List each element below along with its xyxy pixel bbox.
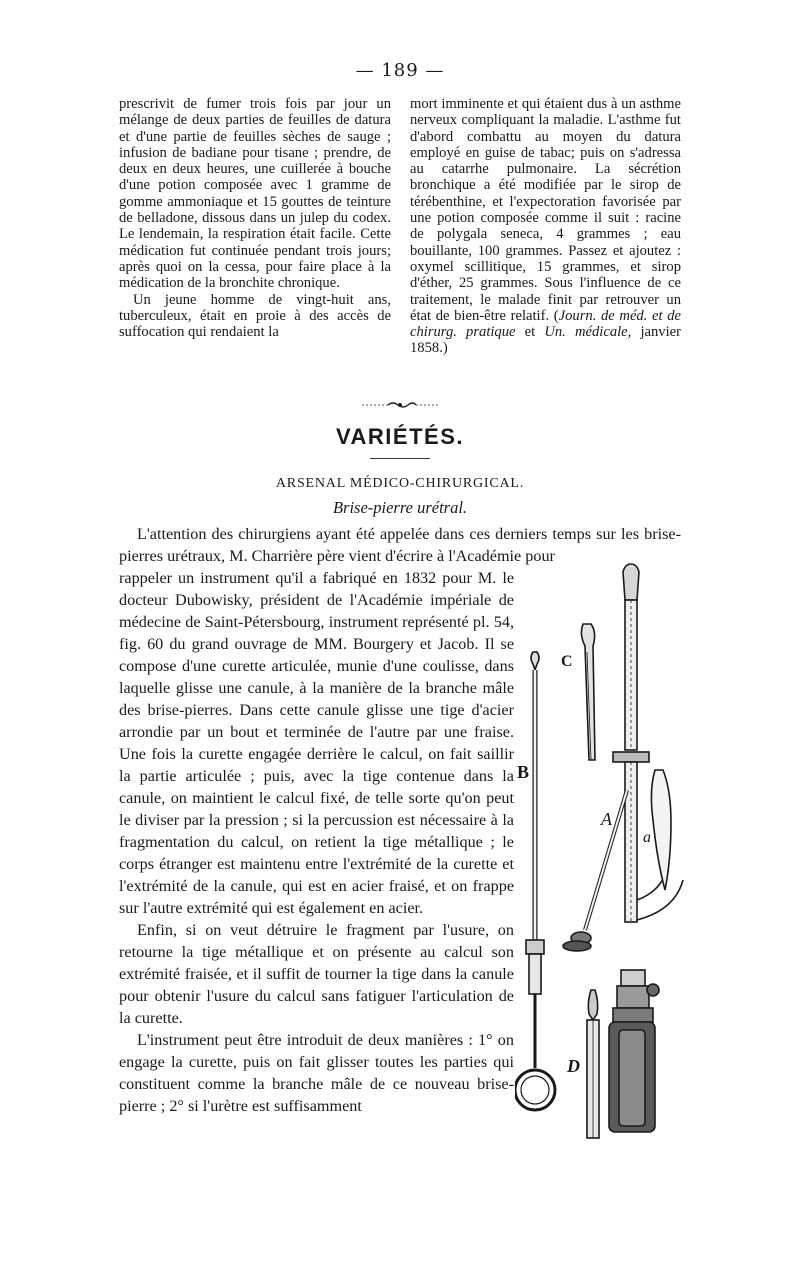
- figure-label-a-lower: a: [643, 829, 651, 846]
- left-column: [119, 96, 391, 340]
- citation-journal-2: Un. médicale,: [544, 324, 632, 341]
- instrument-a: [563, 564, 683, 1132]
- body-paragraph-2: Enfin, si on veut détruire le fragment par l'usure, on retourne la tige métallique et on présente au calcul son extrémité fraisée, et il suffit de tourner la tige dans la canule pour obtenir l'usure du calcul sans fatiguer l'articulation de la curette.: [119, 921, 514, 1027]
- instrument-d: [587, 990, 599, 1138]
- citation-date: janvier 1858.): [410, 324, 681, 357]
- section-title: VARIÉTÉS.: [335, 424, 464, 449]
- body-column: [119, 567, 514, 1117]
- right-paragraph-text: mort imminente et qui étaient dus à un asthme nerveux compliquant la maladie. L'asthme fut d'abord combattu au moyen du datura employé en guise de tabac; puis on s'adressa au catarrhe pulmonaire. La sécrétion bronchique a été modifiée par le sirop de térébenthine, et l'expectoration favorisée par une potion composée comme il suit : racine de polygala seneca, 4 grammes ; eau bouillante, 100 grammes. Passez et ajoutez : oxymel scillitique, 15 grammes, et sirop d'éther, 25 grammes. Sous l'influence de ce traitement, le malade finit par retrouver un état de bien-être relatif.: [410, 96, 681, 324]
- instrument-figure: [515, 560, 700, 1160]
- left-paragraph-2: Un jeune homme de vingt-huit ans, tuberculeux, était en proie à des accès de suffocation qui rendaient la: [119, 291, 391, 341]
- section-subhead: ARSENAL MÉDICO-CHIRURGICAL.: [275, 476, 525, 491]
- ornament-flourish-icon: [360, 400, 440, 410]
- right-paragraph: [410, 96, 681, 357]
- body-intro-paragraph: L'attention des chirurgiens ayant été appelée dans ces derniers temps sur les brise-pierres urétraux, M. Charrière père vient d'écrire à l'Académie pour: [119, 525, 681, 565]
- citation: (Journ. de méd. et de chirurg. pratique et Un. médicale, janvier 1858.): [410, 307, 681, 357]
- body-paragraph-3: L'instrument peut être introduit de deux manières : 1° on engage la curette, puis on fait glisser toutes les parties qui constituent comme la branche mâle de ce nouveau brise-pierre ; 2° si l'urètre est suffisamment: [119, 1031, 514, 1115]
- section-ornament: [0, 400, 800, 413]
- title-rule: [370, 458, 430, 459]
- figure-label-d: D: [567, 1056, 580, 1076]
- instrument-c: [581, 624, 595, 760]
- figure-label-c: C: [561, 653, 573, 670]
- left-paragraph-1: prescrivit de fumer trois fois par jour un mélange de deux parties de feuilles de datura et d'une partie de feuilles sèches de sauge ; infusion de badiane pour tisane ; prendre, de deux en deux heures, une cuillerée à bouche d'une potion composée avec 1 gramme de gomme ammoniaque et 15 gouttes de teinture de belladone, dissous dans un julep du codex. Le lendemain, la respiration était facile. Cette médication fut continuée pendant trois jours; après quoi on la cessa, pour faire place à la médication de la bronchite chronique.: [119, 96, 391, 292]
- figure-label-b: B: [517, 762, 530, 782]
- instrument-b: [515, 652, 555, 1110]
- right-column: [410, 96, 681, 357]
- citation-journal-1: Journ. de méd. et de chirurg. pratique: [410, 307, 681, 341]
- page-number: — 189 —: [355, 60, 445, 81]
- figure-label-a-upper: A: [601, 809, 612, 829]
- article-subtitle: Brise-pierre urétral.: [332, 498, 468, 517]
- body-paragraph-1: rappeler un instrument qu'il a fabriqué en 1832 pour M. le docteur Dubowisky, président de l'Académie impériale de médecine de Saint-Pétersbourg, instrument représenté pl. 54, fig. 60 du grand ouvrage de MM. Bourgery et Jacob. Il se compose d'une curette articulée, munie d'une coulisse, dans laquelle glisse une canule, à la manière de la branche mâle des brise-pierres. Dans cette canule glisse une tige d'acier arrondie par un bout et terminée de l'autre par une fraise. Une fois la curette engagée derrière le calcul, on fait saillir la partie articulée ; puis, avec la tige contenue dans la canule, on maintient le calcul fixé, de telle sorte qu'on peut le diviser par la pression ; si la percussion est nécessaire à la fragmentation du calcul, on retient la tige métallique ; le corps étranger est maintenu entre l'extrémité de la curette et l'extrémité de la canule, qui est en acier fraisé, et on frappe sur l'autre extrémité qui est également en acier.: [119, 569, 514, 917]
